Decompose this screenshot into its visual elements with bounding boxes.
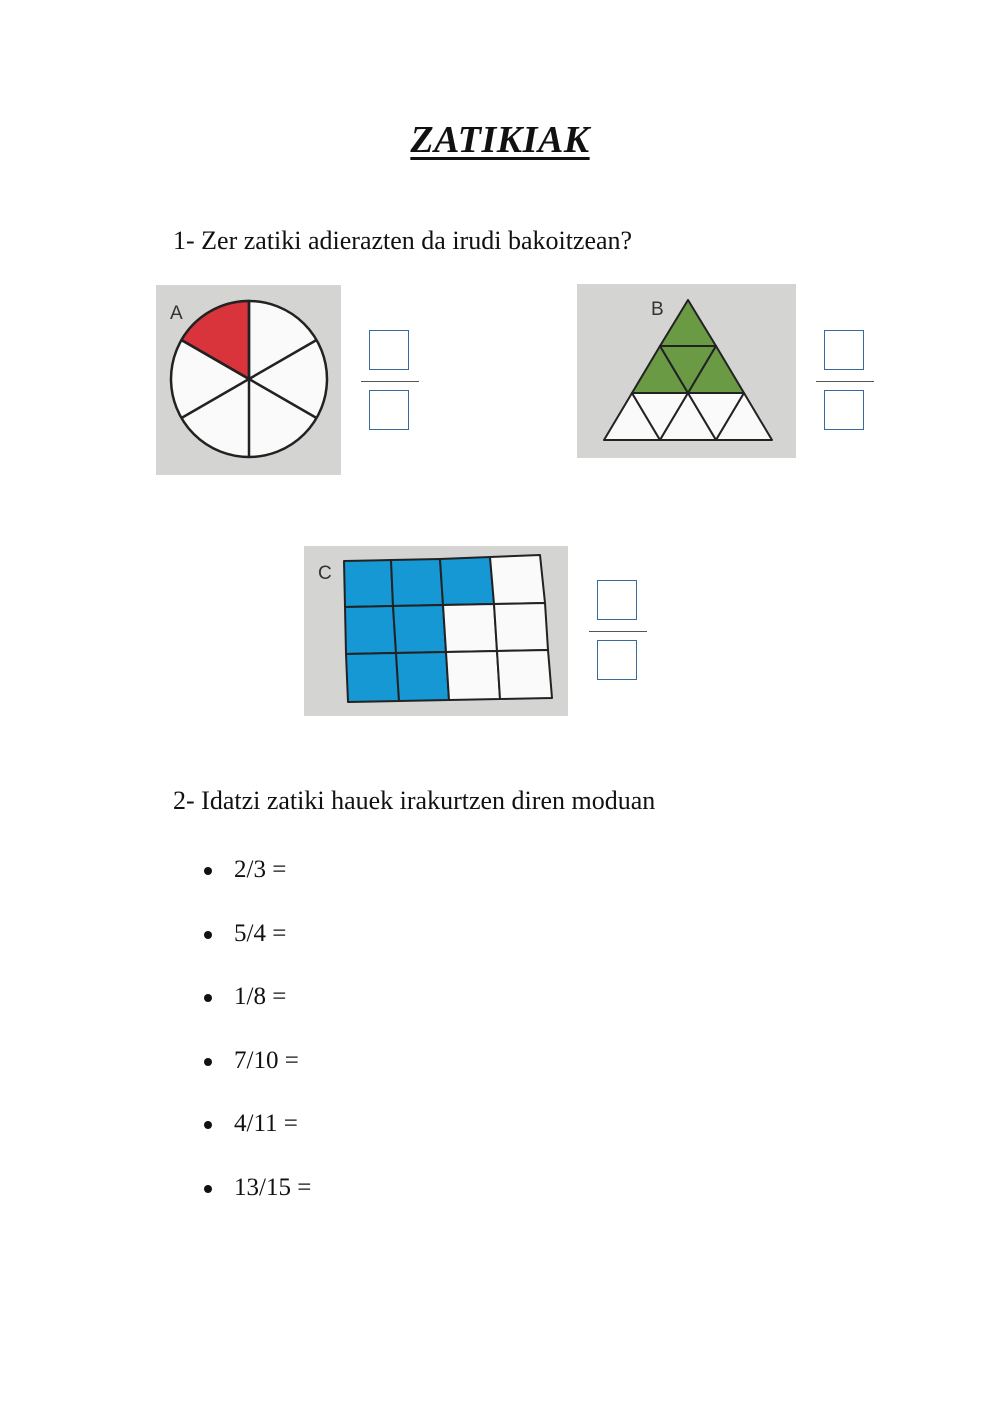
list-item — [200, 914, 311, 978]
figure-c-label: C — [318, 563, 332, 584]
fraction-answer-c — [589, 580, 649, 686]
denominator-input-a[interactable] — [369, 390, 409, 430]
grid-cell — [443, 604, 497, 652]
numerator-input-b[interactable] — [824, 330, 864, 370]
grid-cell — [446, 651, 500, 700]
grid-cell — [391, 559, 443, 606]
list-item — [200, 1041, 311, 1105]
grid-cell — [494, 603, 548, 651]
figure-b-triangle — [577, 284, 796, 458]
list-item — [200, 1104, 311, 1168]
bullet-icon — [204, 994, 212, 1002]
fraction-answer-a — [361, 330, 421, 436]
fraction-text: 13/15 = — [234, 1173, 312, 1201]
bullet-icon — [204, 931, 212, 939]
fraction-text: 4/11 = — [234, 1110, 298, 1138]
fraction-text: 5/4 = — [234, 919, 287, 947]
bullet-icon — [204, 1185, 212, 1193]
figure-a-circle — [156, 285, 341, 475]
grid-cell — [346, 653, 399, 702]
grid-cell — [344, 560, 393, 607]
grid-cell — [393, 605, 446, 653]
grid-cell — [396, 652, 449, 701]
grid-cell — [440, 557, 494, 605]
figure-a-label: A — [170, 303, 183, 324]
numerator-input-c[interactable] — [597, 580, 637, 620]
grid-cell — [490, 555, 545, 604]
fraction-bar — [589, 631, 647, 632]
denominator-input-b[interactable] — [824, 390, 864, 430]
numerator-input-a[interactable] — [369, 330, 409, 370]
fraction-text: 7/10 = — [234, 1046, 299, 1074]
list-item — [200, 1168, 311, 1232]
figure-b-label: B — [651, 299, 664, 320]
triangle-cell — [660, 300, 716, 346]
denominator-input-c[interactable] — [597, 640, 637, 680]
grid-cell — [497, 650, 552, 699]
grid-cell — [345, 606, 396, 654]
list-item — [200, 977, 311, 1041]
question-1: 1- Zer zatiki adierazten da irudi bakoitzean? — [173, 226, 633, 255]
question-2: 2- Idatzi zatiki hauek irakurtzen diren moduan — [173, 786, 656, 815]
fraction-answer-b — [816, 330, 876, 436]
page-title: ZATIKIAK — [410, 119, 590, 161]
list-item — [200, 850, 311, 914]
fraction-bar — [361, 381, 419, 382]
fraction-list — [200, 850, 311, 1232]
figure-c-grid — [304, 546, 568, 716]
bullet-icon — [204, 1058, 212, 1066]
fraction-bar — [816, 381, 874, 382]
fraction-text: 1/8 = — [234, 983, 287, 1011]
bullet-icon — [204, 1121, 212, 1129]
fraction-text: 2/3 = — [234, 856, 287, 883]
bullet-icon — [204, 867, 212, 875]
